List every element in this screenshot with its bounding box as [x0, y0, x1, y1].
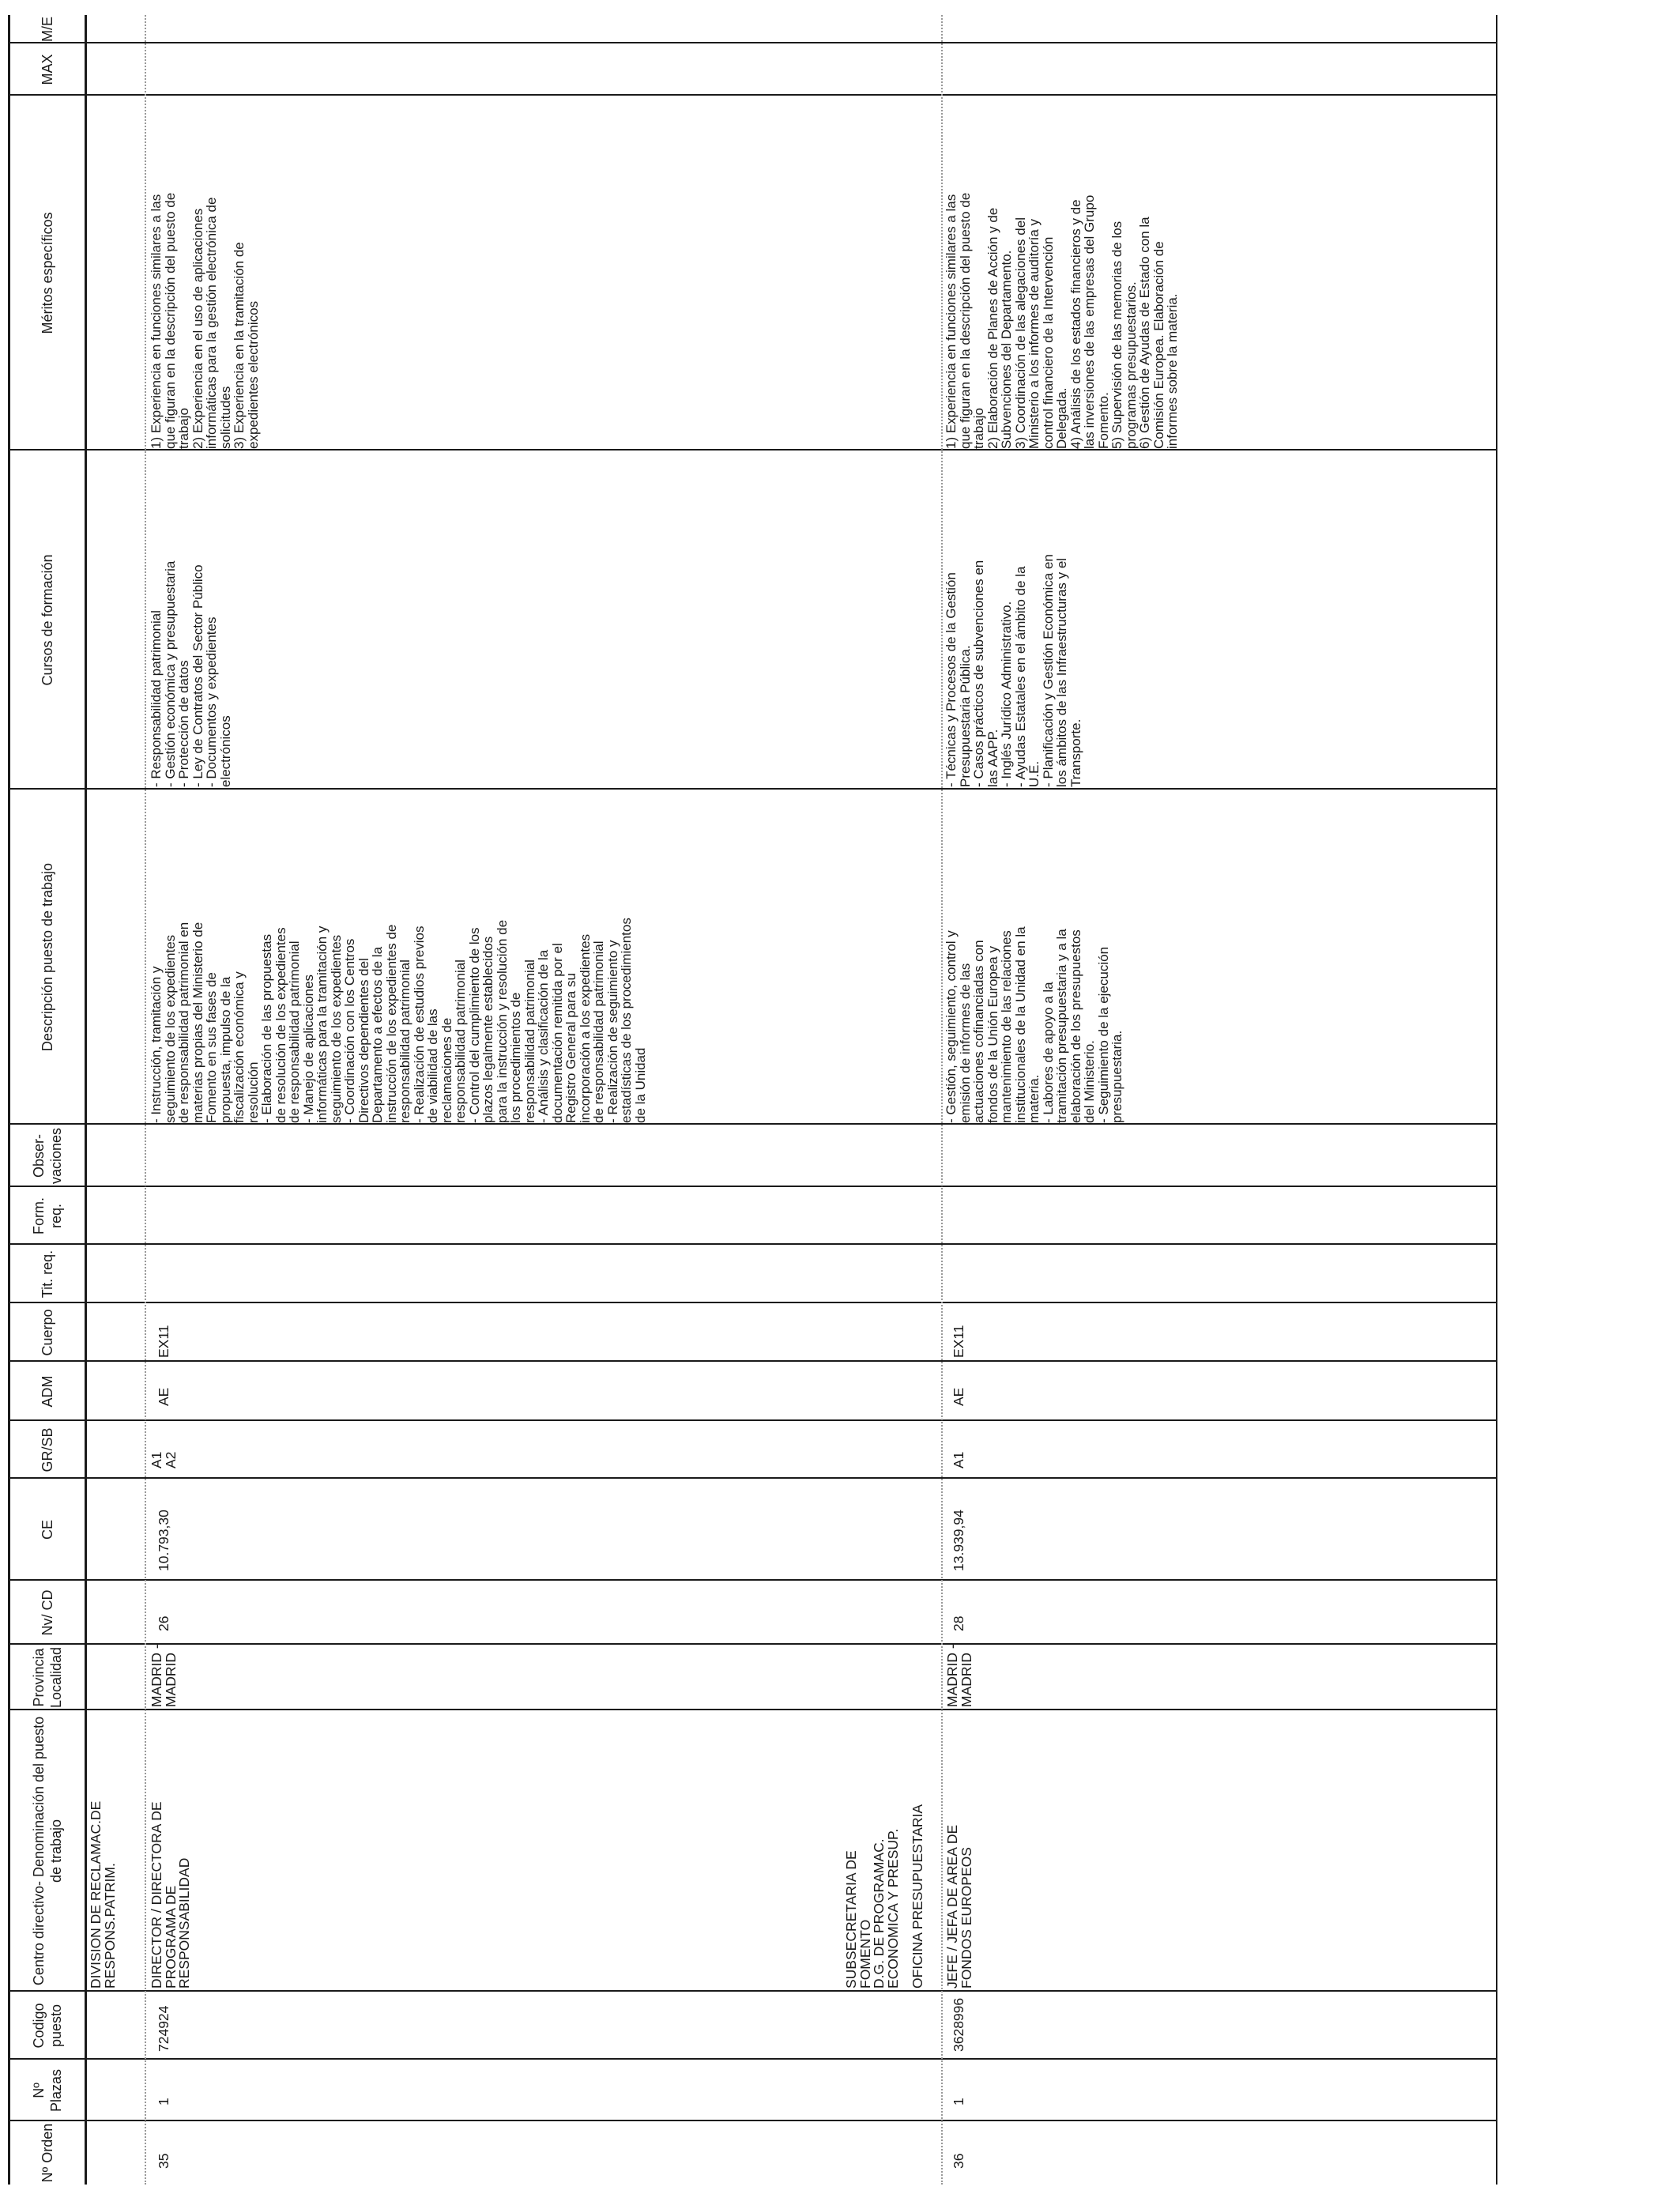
row35-cursos: - Responsabilidad patrimonial - Gestión económica y presupuestaria - Protección de datos - Ley de Contratos del Sector Público - Documentos y expedientes electrónicos [149, 560, 233, 787]
header-rule [85, 15, 87, 2185]
col-divider [10, 1643, 1496, 1645]
row35-adm: AE [156, 1387, 171, 1406]
row36-nivel: 28 [951, 1615, 966, 1631]
row36-cuerpo: EX11 [951, 1325, 966, 1358]
header-adm: ADM [40, 1375, 55, 1408]
col-divider [10, 1123, 1496, 1125]
col-divider [10, 1186, 1496, 1187]
col-divider [10, 42, 1496, 43]
row36-codigo: 3628996 [951, 1997, 966, 2052]
col-divider [10, 2058, 1496, 2060]
header-meritos: Méritos específicos [40, 212, 55, 334]
header-grsb: GR/SB [40, 1427, 55, 1472]
row36-cursos: - Técnicas y Procesos de la Gestión Presupuestaria Pública. - Casos prácticos de subvenciones en las AAPP. - Inglés Jurídico Administrativo. - Ayudas Estatales en el ámbito de la U.E. - Planificación y Gestión Económica en los ámbitos de las Infraestructuras y el Transporte. [944, 554, 1083, 787]
header-plazas: Nº Plazas [31, 2068, 64, 2113]
header-cuerpo: Cuerpo [40, 1309, 55, 1356]
row35-cuerpo: EX11 [156, 1325, 171, 1358]
row36-denominacion: JEFE / JEFA DE AREA DE FONDOS EUROPEOS [944, 1824, 974, 1989]
header-me: M/E [40, 17, 55, 43]
row35-ce: 10.793,30 [156, 1510, 171, 1571]
header-descripcion: Descripción puesto de trabajo [40, 862, 55, 1052]
col-divider [10, 1243, 1496, 1245]
row35-denominacion: DIRECTOR / DIRECTORA DE PROGRAMA DE RESPONSABILIDAD [149, 1801, 192, 1989]
row35-localidad: MADRID - MADRID [149, 1644, 179, 1707]
header-nivel: Nv/ CD [40, 1589, 55, 1636]
col-divider [10, 1709, 1496, 1710]
row35-nivel: 26 [156, 1615, 171, 1631]
col-divider [10, 1579, 1496, 1581]
header-provincia: Provincia Localidad [31, 1646, 64, 1709]
row36-ce: 13.939,94 [951, 1510, 966, 1571]
col-divider [10, 1990, 1496, 1992]
row35-plazas: 1 [156, 2098, 171, 2105]
row36-orden: 36 [951, 2153, 966, 2169]
row36-meritos: 1) Experiencia en funciones similares a las que figuran en la descripción del puesto de trabajo 2) Elaboración de Planes de Acción y de Subvenciones del Departamento. 3) Coordinación de las alegaciones del Ministerio a los informes de auditoría y control financiero de la Intervención Delegada. 4) Análisis de los estados financieros y de las inversiones de las empresas del Grupo Fomento. 5) Supervisión de las memorias de los programas presupuestarios. 6) Gestión de Ayudas de Estado con la Comisión Europea. Elaboración de informes sobre la materia. [944, 192, 1180, 449]
col-divider [10, 1419, 1496, 1421]
row-separator [145, 15, 146, 2185]
row36-plazas: 1 [951, 2098, 966, 2105]
row35-orden: 35 [156, 2153, 171, 2169]
header-centro: Centro directivo- Denominación del puesto de trabajo [31, 1716, 64, 1986]
header-max: MAX [40, 54, 55, 85]
positions-table [8, 15, 1497, 2185]
header-tit: Tit. req. [40, 1250, 55, 1299]
section-heading: SUBSECRETARIA DE FOMENTO D.G. DE PROGRAMAC. ECONOMICA Y PRESUP. [843, 1828, 901, 1989]
row35-descripcion: - Instrucción, tramitación y seguimiento de los expedientes de responsabilidad patrimonial en materias propias del Ministerio de Fomento en sus fases de propuesta, impulso de la fiscalización económica y resolución - Elaboración de las propuestas de resolución de los expedientes de responsabilidad patrimonial - Manejo de aplicaciones informáticas para la tramitación y seguimiento de los expedientes - Coordinación con los Centros Directivos dependientes del Departamento a efectos de la instrucción de los expedientes de responsabilidad patrimonial - Realización de estudios previos de viabilidad de las reclamaciones de responsabilidad patrimonial - Control del cumplimiento de los plazos legalmente establecidos para la instrucción y resolución de los procedimientos de responsabilidad patrimonial - Análisis y clasificación de la documentación remitida por el Registro General para su incorporación a los expedientes de responsabilidad patrimonial - Realización de seguimiento y estadísticas de los procedimientos de la Unidad [149, 918, 648, 1123]
row35-meritos: 1) Experiencia en funciones similares a las que figuran en la descripción del puesto de trabajo 2) Experiencia en el uso de aplicaciones informáticas para la gestión electrónica de solicitudes 3) Experiencia en la tramitación de expedientes electrónicos [149, 192, 261, 449]
col-divider [10, 1360, 1496, 1362]
header-codigo: Codigo puesto [31, 2003, 64, 2049]
section-heading: DIVISION DE RECLAMAC.DE RESPONS.PATRIM. [88, 1800, 118, 1989]
col-divider [10, 1477, 1496, 1479]
header-cursos: Cursos de formación [40, 554, 55, 686]
header-ce: CE [40, 1520, 55, 1540]
row36-grsb: A1 [951, 1451, 966, 1468]
row36-localidad: MADRID - MADRID [944, 1644, 974, 1707]
row36-adm: AE [951, 1387, 966, 1406]
row35-grsb: A1 A2 [149, 1451, 179, 1468]
subsection-heading: OFICINA PRESUPUESTARIA [910, 1804, 925, 1989]
header-orden: Nº Orden [40, 2123, 55, 2183]
row35-codigo: 724924 [156, 2005, 171, 2052]
row36-descripcion: - Gestión, seguimiento, control y emisión de informes de las actuaciones cofinanciadas con fondos de la Unión Europea y mantenimiento de las relaciones institucionales de la Unidad en la materia. - Labores de apoyo a la tramitación presupuestaria y a la elaboración de los presupuestos del Ministerio. - Seguimiento de la ejecución presupuestaria. [944, 926, 1124, 1123]
col-divider [10, 94, 1496, 96]
header-observaciones: Obser- vaciones [31, 1127, 64, 1185]
col-divider [10, 1302, 1496, 1303]
header-form: Form. req. [31, 1197, 64, 1235]
col-divider [10, 2120, 1496, 2121]
col-divider [10, 449, 1496, 450]
row-separator [941, 15, 943, 2185]
